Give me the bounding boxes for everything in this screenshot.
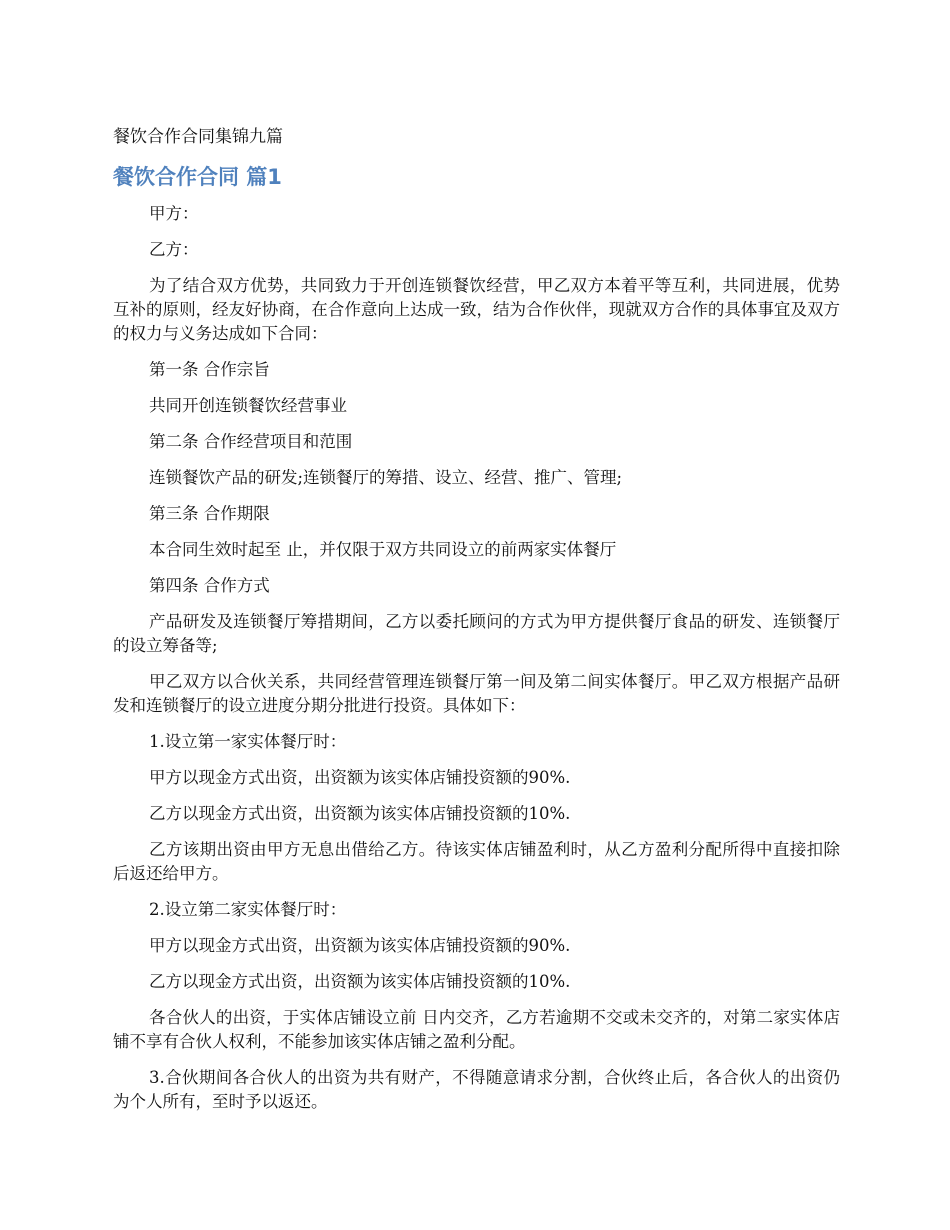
paragraph-party-a: 甲方： — [149, 204, 199, 223]
clause-1-party-b: 乙方以现金方式出资，出资额为该实体店铺投资额的10%. — [149, 804, 571, 823]
document-title: 餐饮合作合同集锦九篇 — [113, 127, 283, 147]
article-4-title: 第四条 合作方式 — [149, 576, 270, 595]
article-4-body-2: 甲乙双方以合伙关系，共同经营管理连锁餐厅第一间及第二间实体餐厅。甲乙双方根据产品研发和连锁餐厅的设立进度分期分批进行投资。具体如下： — [113, 672, 840, 715]
article-4-body-1: 产品研发及连锁餐厅筹措期间，乙方以委托顾问的方式为甲方提供餐厅食品的研发、连锁餐厅的设立筹备等; — [113, 612, 840, 655]
clause-1-party-a: 甲方以现金方式出资，出资额为该实体店铺投资额的90%. — [149, 768, 571, 787]
article-2-title: 第二条 合作经营项目和范围 — [149, 432, 353, 451]
clause-2-party-b: 乙方以现金方式出资，出资额为该实体店铺投资额的10%. — [149, 972, 571, 991]
clause-2-title: 2.设立第二家实体餐厅时： — [149, 900, 347, 919]
article-2-body: 连锁餐饮产品的研发;连锁餐厅的筹措、设立、经营、推广、管理; — [149, 468, 623, 487]
clause-3: 3.合伙期间各合伙人的出资为共有财产，不得随意请求分割，合伙终止后，各合伙人的出资仍为个人所有，至时予以返还。 — [113, 1068, 840, 1111]
document-body — [113, 202, 840, 1126]
paragraph-preamble: 为了结合双方优势，共同致力于开创连锁餐饮经营，甲乙双方本着平等互利，共同进展，优势互补的原则，经友好协商，在合作意向上达成一致，结为合作伙伴，现就双方合作的具体事宜及双方的权力与义务达成如下合同： — [113, 276, 840, 343]
article-3-body: 本合同生效时起至 止，并仅限于双方共同设立的前两家实体餐厅 — [149, 540, 617, 559]
clause-1-title: 1.设立第一家实体餐厅时： — [149, 732, 347, 751]
clause-2-deadline: 各合伙人的出资，于实体店铺设立前 日内交齐，乙方若逾期不交或未交齐的，对第二家实体店铺不享有合伙人权利，不能参加该实体店铺之盈利分配。 — [113, 1008, 840, 1051]
article-3-title: 第三条 合作期限 — [149, 504, 270, 523]
section-heading: 餐饮合作合同 篇1 — [113, 165, 282, 189]
article-1-title: 第一条 合作宗旨 — [149, 360, 270, 379]
article-1-body: 共同开创连锁餐饮经营事业 — [149, 396, 347, 415]
clause-2-party-a: 甲方以现金方式出资，出资额为该实体店铺投资额的90%. — [149, 936, 571, 955]
paragraph-party-b: 乙方： — [149, 240, 199, 259]
clause-1-loan: 乙方该期出资由甲方无息出借给乙方。待该实体店铺盈利时，从乙方盈利分配所得中直接扣除后返还给甲方。 — [113, 840, 840, 883]
